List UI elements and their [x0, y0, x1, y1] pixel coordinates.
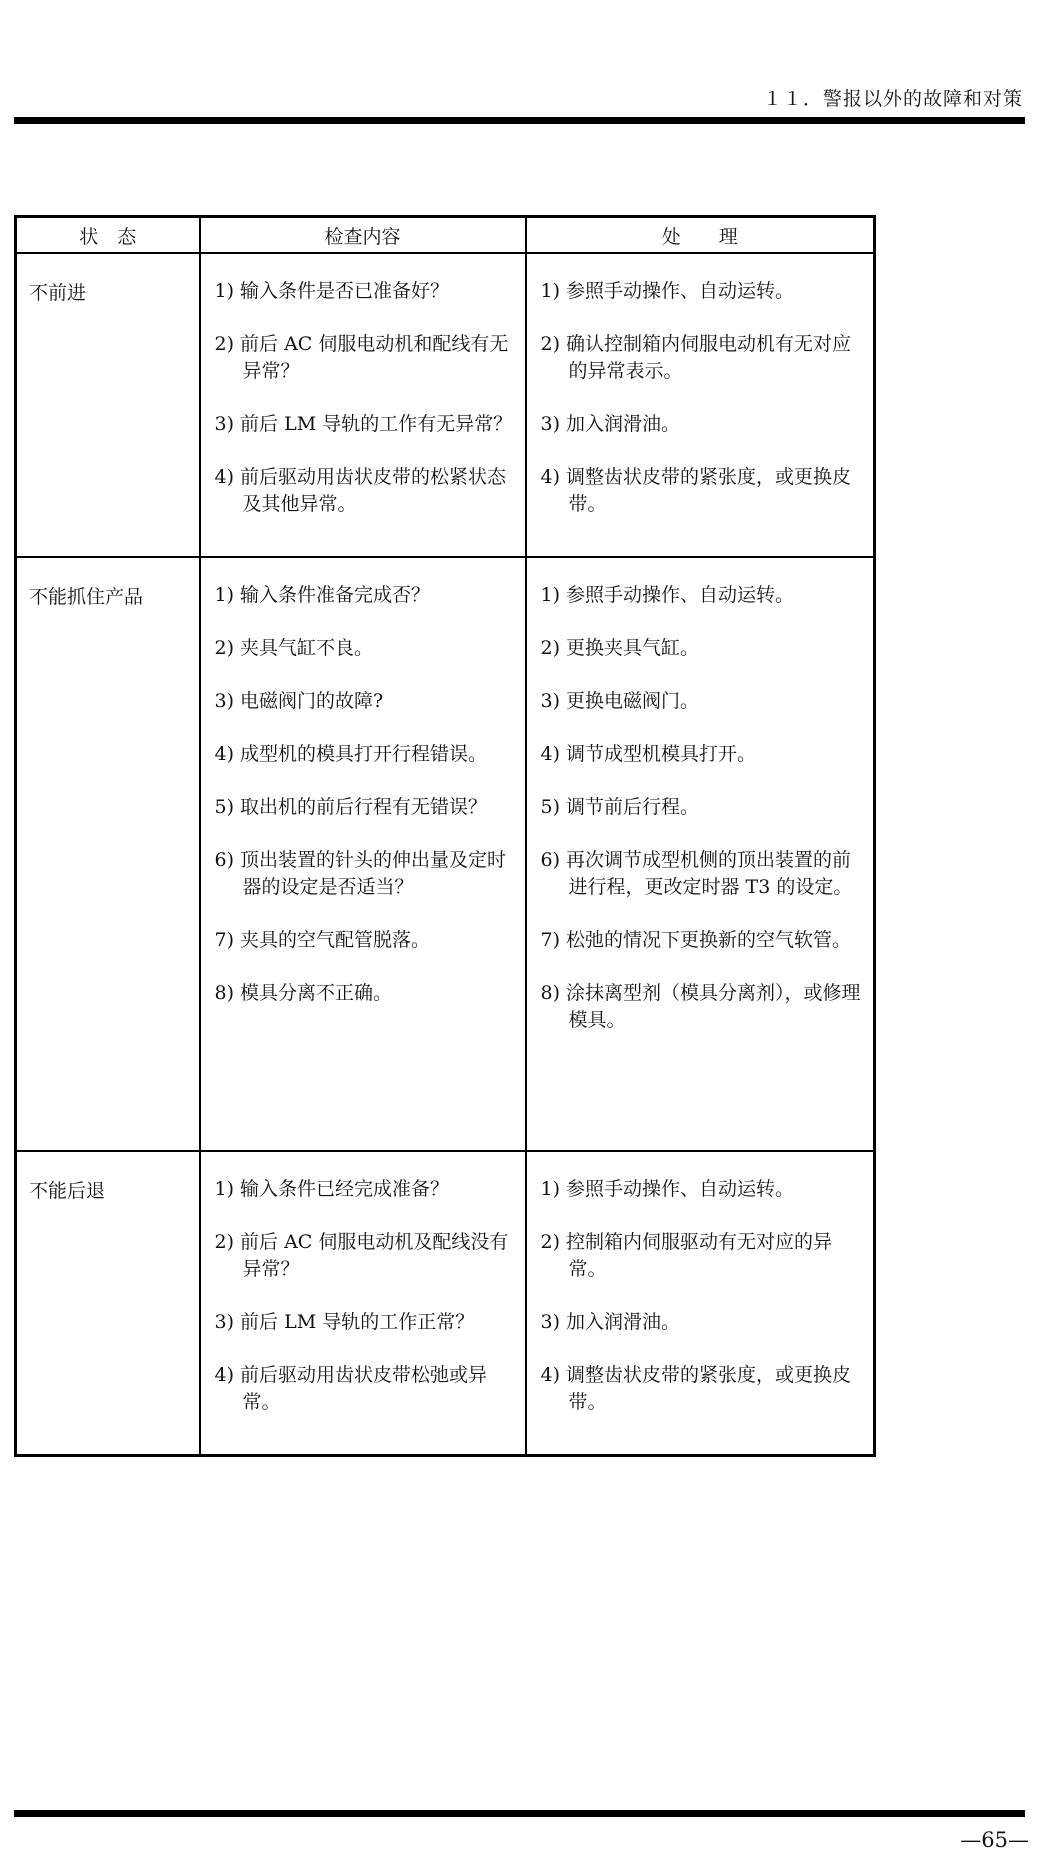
page-number: —65— — [960, 1828, 1029, 1852]
list-item: 2) 前后 AC 伺服电动机和配线有无异常？ — [214, 333, 509, 382]
status-cell: 不能后退 — [16, 1151, 200, 1456]
status-cell: 不能抓住产品 — [16, 557, 200, 1151]
list-item: 3) 电磁阀门的故障? — [214, 690, 384, 712]
table-header-row — [16, 217, 875, 254]
table-row — [16, 1151, 875, 1456]
check-cell — [200, 557, 526, 1151]
list-item: 7) 松弛的情况下更换新的空气软管。 — [540, 929, 852, 951]
table-row — [16, 253, 875, 557]
list-item: 3) 加入润滑油。 — [540, 413, 681, 435]
column-header-action: 处 理 — [526, 217, 875, 254]
list-item: 2) 更换夹具气缸。 — [540, 637, 700, 659]
list-item: 1) 输入条件准备完成否？ — [214, 584, 431, 606]
list-item: 1) 参照手动操作、自动运转。 — [540, 584, 795, 606]
column-header-status: 状 态 — [16, 217, 200, 254]
list-item: 4) 前后驱动用齿状皮带的松紧状态及其他异常。 — [214, 466, 507, 515]
list-item: 5) 取出机的前后行程有无错误？ — [214, 796, 488, 818]
footer-rule — [14, 1810, 1025, 1817]
list-item: 3) 前后 LM 导轨的工作有无异常？ — [214, 413, 513, 435]
list-item: 2) 前后 AC 伺服电动机及配线没有异常？ — [214, 1231, 509, 1280]
list-item: 8) 涂抹离型剂（模具分离剂），或修理模具。 — [540, 982, 861, 1031]
list-item: 1) 参照手动操作、自动运转。 — [540, 280, 795, 302]
list-item: 5) 调节前后行程。 — [540, 796, 700, 818]
list-item: 1) 输入条件已经完成准备？ — [214, 1178, 450, 1200]
list-item: 4) 调整齿状皮带的紧张度，或更换皮带。 — [540, 466, 852, 515]
header-rule — [14, 117, 1025, 124]
list-item: 4) 调整齿状皮带的紧张度，或更换皮带。 — [540, 1364, 852, 1413]
list-item: 6) 顶出装置的针头的伸出量及定时器的设定是否适当？ — [214, 849, 507, 898]
list-item: 1) 参照手动操作、自动运转。 — [540, 1178, 795, 1200]
list-item: 6) 再次调节成型机侧的顶出装置的前进行程，更改定时器 T3 的设定。 — [540, 849, 853, 898]
list-item: 8) 模具分离不正确。 — [214, 982, 393, 1004]
table-body — [16, 253, 875, 1456]
check-cell — [200, 253, 526, 557]
list-item: 3) 加入润滑油。 — [540, 1311, 681, 1333]
list-item: 4) 成型机的模具打开行程错误。 — [214, 743, 488, 765]
list-item: 2) 控制箱内伺服驱动有无对应的异常。 — [540, 1231, 833, 1280]
list-item: 3) 更换电磁阀门。 — [540, 690, 700, 712]
column-header-check: 检查内容 — [200, 217, 526, 254]
list-item: 3) 前后 LM 导轨的工作正常？ — [214, 1311, 475, 1333]
action-cell — [526, 557, 875, 1151]
action-cell — [526, 253, 875, 557]
check-cell — [200, 1151, 526, 1456]
list-item: 1) 输入条件是否已准备好？ — [214, 280, 450, 302]
action-cell — [526, 1151, 875, 1456]
list-item: 4) 前后驱动用齿状皮带松弛或异常。 — [214, 1364, 488, 1413]
list-item: 7) 夹具的空气配管脱落。 — [214, 929, 431, 951]
list-item: 4) 调节成型机模具打开。 — [540, 743, 757, 765]
table-row — [16, 557, 875, 1151]
status-cell: 不前进 — [16, 253, 200, 557]
list-item: 2) 夹具气缸不良。 — [214, 637, 374, 659]
list-item: 2) 确认控制箱内伺服电动机有无对应的异常表示。 — [540, 333, 852, 382]
troubleshooting-table — [14, 215, 876, 1457]
chapter-title: １１．警报以外的故障和对策 — [762, 88, 1023, 110]
